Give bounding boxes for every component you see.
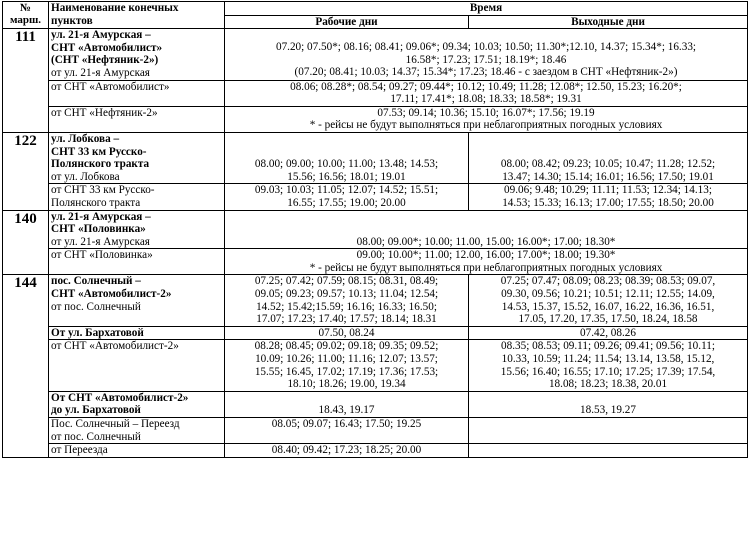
route-144-from-pereezd-row — [3, 444, 748, 458]
route-111-name: ул. 21-я Амурская – СНТ «Автомобилист» (СНТ «Нефтяник-2») — [51, 29, 163, 67]
route-140-pol — [3, 249, 748, 262]
route-144-avto-bar — [3, 391, 748, 417]
header-route-number — [3, 2, 49, 29]
route-140-times-amur: 08.00; 09.00*; 10.00; 11.00, 15.00; 16.00*; 17.00; 18.30* — [225, 210, 748, 249]
route-111-from-avto: от СНТ «Автомобилист» — [49, 80, 225, 106]
route-144-weekend-avto: 08.35; 08.53; 09.11; 09.26; 09.41; 09.56; 10.11; 10.33, 10.59; 11.24; 11.54; 13.14, 13.58, 15.12, 15.56; 16.40; 16.55; 17.10; 17.25; 17.39; 17.54, 18.08; 18.23; 18.38, 20.01 — [469, 340, 748, 391]
route-111-endpoints — [49, 29, 225, 80]
route-111-number: 111 — [3, 29, 49, 133]
route-122-weekend-snt: 09.06; 9.48; 10.29; 11.11; 11.53; 12.34; 14.13; 14.53; 15.33; 16.13; 17.00; 17.55; 18.50; 20.00 — [469, 184, 748, 210]
route-140-from-amur: от ул. 21-я Амурская — [51, 235, 150, 248]
route-122-from-snt: от СНТ 33 км Русско- Полянского тракта — [49, 184, 225, 210]
route-144-weekend-from-pereezd — [469, 444, 748, 458]
route-144-work-from-pereezd: 08.40; 09.42; 17.23; 18.25; 20.00 — [225, 444, 469, 458]
route-144-bar — [3, 326, 748, 340]
route-111-times-main: 07.20; 07.50*; 08.16; 08.41; 09.06*; 09.34; 10.03; 10.50; 11.30*;12.10, 14.37; 15.34*; 16.33; 16.58*; 17.23; 17.51; 18.19*; 18.46 — [275, 41, 697, 66]
route-144-pereezd-name: Пос. Солнечный – Переезд от пос. Солнечный — [49, 418, 225, 444]
route-140-name: ул. 21-я Амурская – СНТ «Половинка» — [51, 210, 151, 236]
header-time — [225, 2, 748, 16]
route-144-weekend-avto-bar: 18.53, 19.27 — [469, 391, 748, 417]
route-144-endpoints — [49, 275, 225, 326]
route-111-main — [3, 29, 748, 80]
header-row — [3, 2, 748, 16]
route-144-from-bar: От ул. Бархатовой — [49, 326, 225, 340]
route-144-work-sol: 07.25; 07.42; 07.59; 08.15; 08.31, 08.49; 09.05; 09.23; 09.57; 10.13; 11.04; 12.54; 14.52; 15.42;15.59; 16.16; 16.33; 16.50; 17.07; 17.23; 17.40; 17.57; 18.14; 18.31 — [225, 275, 469, 326]
header-weekends — [469, 15, 748, 29]
route-144-from-avto-bar: От СНТ «Автомобилист-2» до ул. Бархатовой — [49, 391, 225, 417]
route-144-pereezd — [3, 418, 748, 444]
route-111-times-amur — [225, 29, 748, 80]
route-111-avto — [3, 80, 748, 106]
route-144-work-pereezd: 08.05; 09.07; 16.43; 17.50; 19.25 — [225, 418, 469, 444]
route-140-endpoints — [49, 210, 225, 249]
route-144-weekend-pereezd — [469, 418, 748, 444]
header-workdays-label: Рабочие дни — [315, 15, 378, 28]
route-122-work-snt: 09.03; 10.03; 11.05; 12.07; 14.52; 15.51; 16.55; 17.55; 19.00; 20.00 — [225, 184, 469, 210]
schedule-table — [2, 1, 748, 458]
route-144-avto — [3, 340, 748, 391]
header-endpoints — [49, 2, 225, 29]
route-122-work-lobkova: 08.00; 09.00; 10.00; 11.00; 13.48; 14.53; 15.56; 16.56; 18.01; 19.01 — [225, 132, 469, 183]
route-111-note: * - рейсы не будут выполняться при неблагоприятных погодных условиях — [225, 119, 748, 132]
route-122-endpoints — [49, 132, 225, 183]
header-time-label: Время — [469, 2, 503, 14]
route-140-number: 140 — [3, 210, 49, 275]
route-144-name: пос. Солнечный – СНТ «Автомобилист-2» — [51, 275, 172, 301]
route-144-weekend-bar: 07.42, 08.26 — [469, 326, 748, 340]
route-144-from-pereezd: от Переезда — [49, 444, 225, 458]
route-111-from-neft: от СНТ «Нефтяник-2» — [49, 106, 225, 132]
route-122-snt — [3, 184, 748, 210]
route-122-number: 122 — [3, 132, 49, 210]
route-140-main — [3, 210, 748, 249]
route-111-from-amur: от ул. 21-я Амурская — [51, 66, 150, 79]
route-122-main — [3, 132, 748, 183]
route-144-work-bar: 07.50, 08.24 — [225, 326, 469, 340]
route-144-from-sol: от пос. Солнечный — [51, 300, 141, 313]
header-workdays — [225, 15, 469, 29]
route-140-from-pol: от СНТ «Половинка» — [49, 249, 225, 275]
route-122-name: ул. Лобкова – СНТ 33 км Русско- Полянского тракта — [51, 132, 150, 171]
header-weekends-label: Выходные дни — [571, 15, 645, 28]
route-111-times-neft: (07.20; 08.41; 10.03; 14.37; 15.34*; 17.23; 18.46 - с заездом в СНТ «Нефтяник-2») — [294, 66, 678, 79]
route-144-number: 144 — [3, 275, 49, 457]
route-144-from-avto: от СНТ «Автомобилист-2» — [49, 340, 225, 391]
route-144-weekend-sol: 07.25; 07.47; 08.09; 08.23; 08.39; 08.53; 09.07, 09.30, 09.56; 10.21; 10.51; 12.11; 12.55; 14.09, 14.53, 15.37, 15.52, 16.07, 16.22, 16.36, 16.51, 17.05, 17.20, 17.35, 17.50, 18.24, 18.58 — [469, 275, 748, 326]
route-140-note: * - рейсы не будут выполняться при неблагоприятных погодных условиях — [225, 262, 748, 275]
route-140-times-pol: 09.00; 10.00*; 11.00; 12.00, 16.00; 17.00*; 18.00; 19.30* — [225, 249, 748, 262]
route-144-main — [3, 275, 748, 326]
route-144-work-avto: 08.28; 08.45; 09.02; 09.18; 09.35; 09.52; 10.09; 10.26; 11.00; 11.16; 12.07; 13.57; 15.55; 16.45, 17.02; 17.19; 17.36; 17.53; 18.10; 18.26; 19.00, 19.34 — [225, 340, 469, 391]
route-122-weekend-lobkova: 08.00; 08.42; 09.23; 10.05; 10.47; 11.28; 12.52; 13.47; 14.30; 15.14; 16.01; 16.56; 17.50; 19.01 — [469, 132, 748, 183]
route-111-times-avto: 08.06; 08.28*; 08.54; 09.27; 09.44*; 10.12; 10.49; 11.28; 12.08*; 12.50, 15.23; 16.20*; 17.11; 17.41*; 18.08; 18.33; 18.58*; 19.31 — [225, 80, 748, 106]
route-144-work-avto-bar: 18.43, 19.17 — [225, 391, 469, 417]
route-122-from-lobkova: от ул. Лобкова — [51, 170, 120, 183]
header-route-number-label: № марш. — [9, 2, 42, 26]
route-111-times-neft2: 07.53; 09.14; 10.36; 15.10; 16.07*; 17.56; 19.19 — [225, 106, 748, 119]
header-endpoints-label: Наименование конечных пунктов — [51, 2, 179, 27]
route-111-neft — [3, 106, 748, 119]
